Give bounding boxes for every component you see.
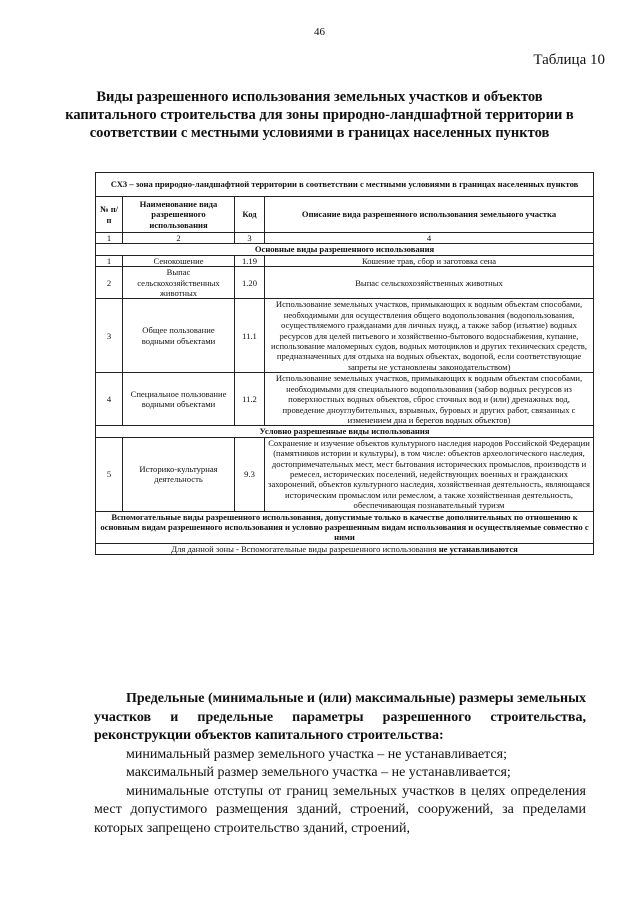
row-number: 5 xyxy=(96,437,123,511)
zone-header: СХ3 – зона природно-ландшафтной территории в соответствии с местными условиями в границах населенных пунктов xyxy=(96,173,594,197)
row-description: Использование земельных участков, примыкающих к водным объектам способами, необходимыми для специального водопользования (забор водных ресурсов из поверхностных водных объектов, сброс сточных вод и (или) дренажных вод, проведение дноуглубительных, взрывных, буровых и других работ, связанных с изменением дна и берегов водных объектов) xyxy=(265,373,594,426)
auxiliary-note-status: не устанавливаются xyxy=(438,543,518,554)
section-main-uses: Основные виды разрешенного использования xyxy=(96,244,594,255)
table-row xyxy=(96,267,594,299)
row-name: Общее пользование водными объектами xyxy=(123,299,235,373)
table-row xyxy=(96,437,594,511)
row-code: 1.20 xyxy=(235,267,265,299)
col-number-2: 2 xyxy=(123,233,235,244)
row-name: Историко-культурная деятельность xyxy=(123,437,235,511)
row-number: 1 xyxy=(96,255,123,266)
table-label: Таблица 10 xyxy=(533,52,605,68)
row-description: Использование земельных участков, примыкающих к водным объектам способами, необходимыми для осуществления общего водопользования (водопользования, осуществляемого гражданами для личных нужд, а также забор (изъятие) водных ресурсов для целей питьевого и хозяйственно-бытового водоснабжения, купание, использование маломерных судов, водных мотоциклов и других технических средств, предназначенных для отдыха на водных объектах, водопой, если соответствующие запреты не установлены законодательством) xyxy=(265,299,594,373)
section-auxiliary-uses: Вспомогательные виды разрешенного использования, допустимые только в качестве дополнительных по отношению к основным видам разрешенного использования и условно разрешенным видам использования и осуществляемые совместно с ними xyxy=(96,511,594,543)
row-number: 4 xyxy=(96,373,123,426)
row-code: 11.2 xyxy=(235,373,265,426)
col-header-number: № п/п xyxy=(96,197,123,233)
section-conditional-uses: Условно разрешенные виды использования xyxy=(96,426,594,437)
row-number: 2 xyxy=(96,267,123,299)
land-use-table xyxy=(95,172,594,555)
row-code: 1.19 xyxy=(235,255,265,266)
parameters-heading: Предельные (минимальные и (или) максимальные) размеры земельных участков и предельные параметры разрешенного строительства, реконструкции объектов капитального строительства: xyxy=(94,691,586,743)
body-line: максимальный размер земельного участка – не устанавливается; xyxy=(126,765,511,780)
row-number: 3 xyxy=(96,299,123,373)
col-number-1: 1 xyxy=(96,233,123,244)
auxiliary-note xyxy=(96,543,594,554)
row-code: 11.1 xyxy=(235,299,265,373)
col-number-3: 3 xyxy=(235,233,265,244)
page-number: 46 xyxy=(314,26,325,38)
col-header-description: Описание вида разрешенного использования земельного участка xyxy=(265,197,594,233)
col-header-code: Код xyxy=(235,197,265,233)
row-description: Сохранение и изучение объектов культурного наследия народов Российской Федерации (памятников истории и культуры), в том числе: объектов археологического наследия, достопримечательных мест, мест бытования исторических промыслов, производств и ремесел, исторических поселений, недействующих военных и гражданских захоронений, объектов культурного наследия, хозяйственная деятельность, являющаяся историческим промыслом или ремеслом, а также хозяйственная деятельность, обеспечивающая познавательный туризм xyxy=(265,437,594,511)
table-row xyxy=(96,373,594,426)
body-line: минимальные отступы от границ земельных участков в целях определения мест допустимого размещения зданий, строений, сооружений, за пределами которых запрещено строительство зданий, строений, xyxy=(94,783,586,836)
row-description: Кошение трав, сбор и заготовка сена xyxy=(265,255,594,266)
body-text xyxy=(94,690,586,838)
col-number-4: 4 xyxy=(265,233,594,244)
auxiliary-note-text: Для данной зоны - Вспомогательные виды разрешенного использования xyxy=(171,543,437,554)
row-name: Специальное пользование водными объектами xyxy=(123,373,235,426)
row-name: Сенокошение xyxy=(123,255,235,266)
table-row xyxy=(96,255,594,266)
col-header-name: Наименование вида разрешенного использования xyxy=(123,197,235,233)
document-title: Виды разрешенного использования земельных участков и объектов капитального строительства для зоны природно-ландшафтной территории в соответствии с местными условиями в границах населенных пунктов xyxy=(65,89,574,141)
row-code: 9.3 xyxy=(235,437,265,511)
row-description: Выпас сельскохозяйственных животных xyxy=(265,267,594,299)
body-line: минимальный размер земельного участка – не устанавливается; xyxy=(126,746,508,762)
table-row xyxy=(96,299,594,373)
row-name: Выпас сельскохозяйственных животных xyxy=(123,267,235,299)
